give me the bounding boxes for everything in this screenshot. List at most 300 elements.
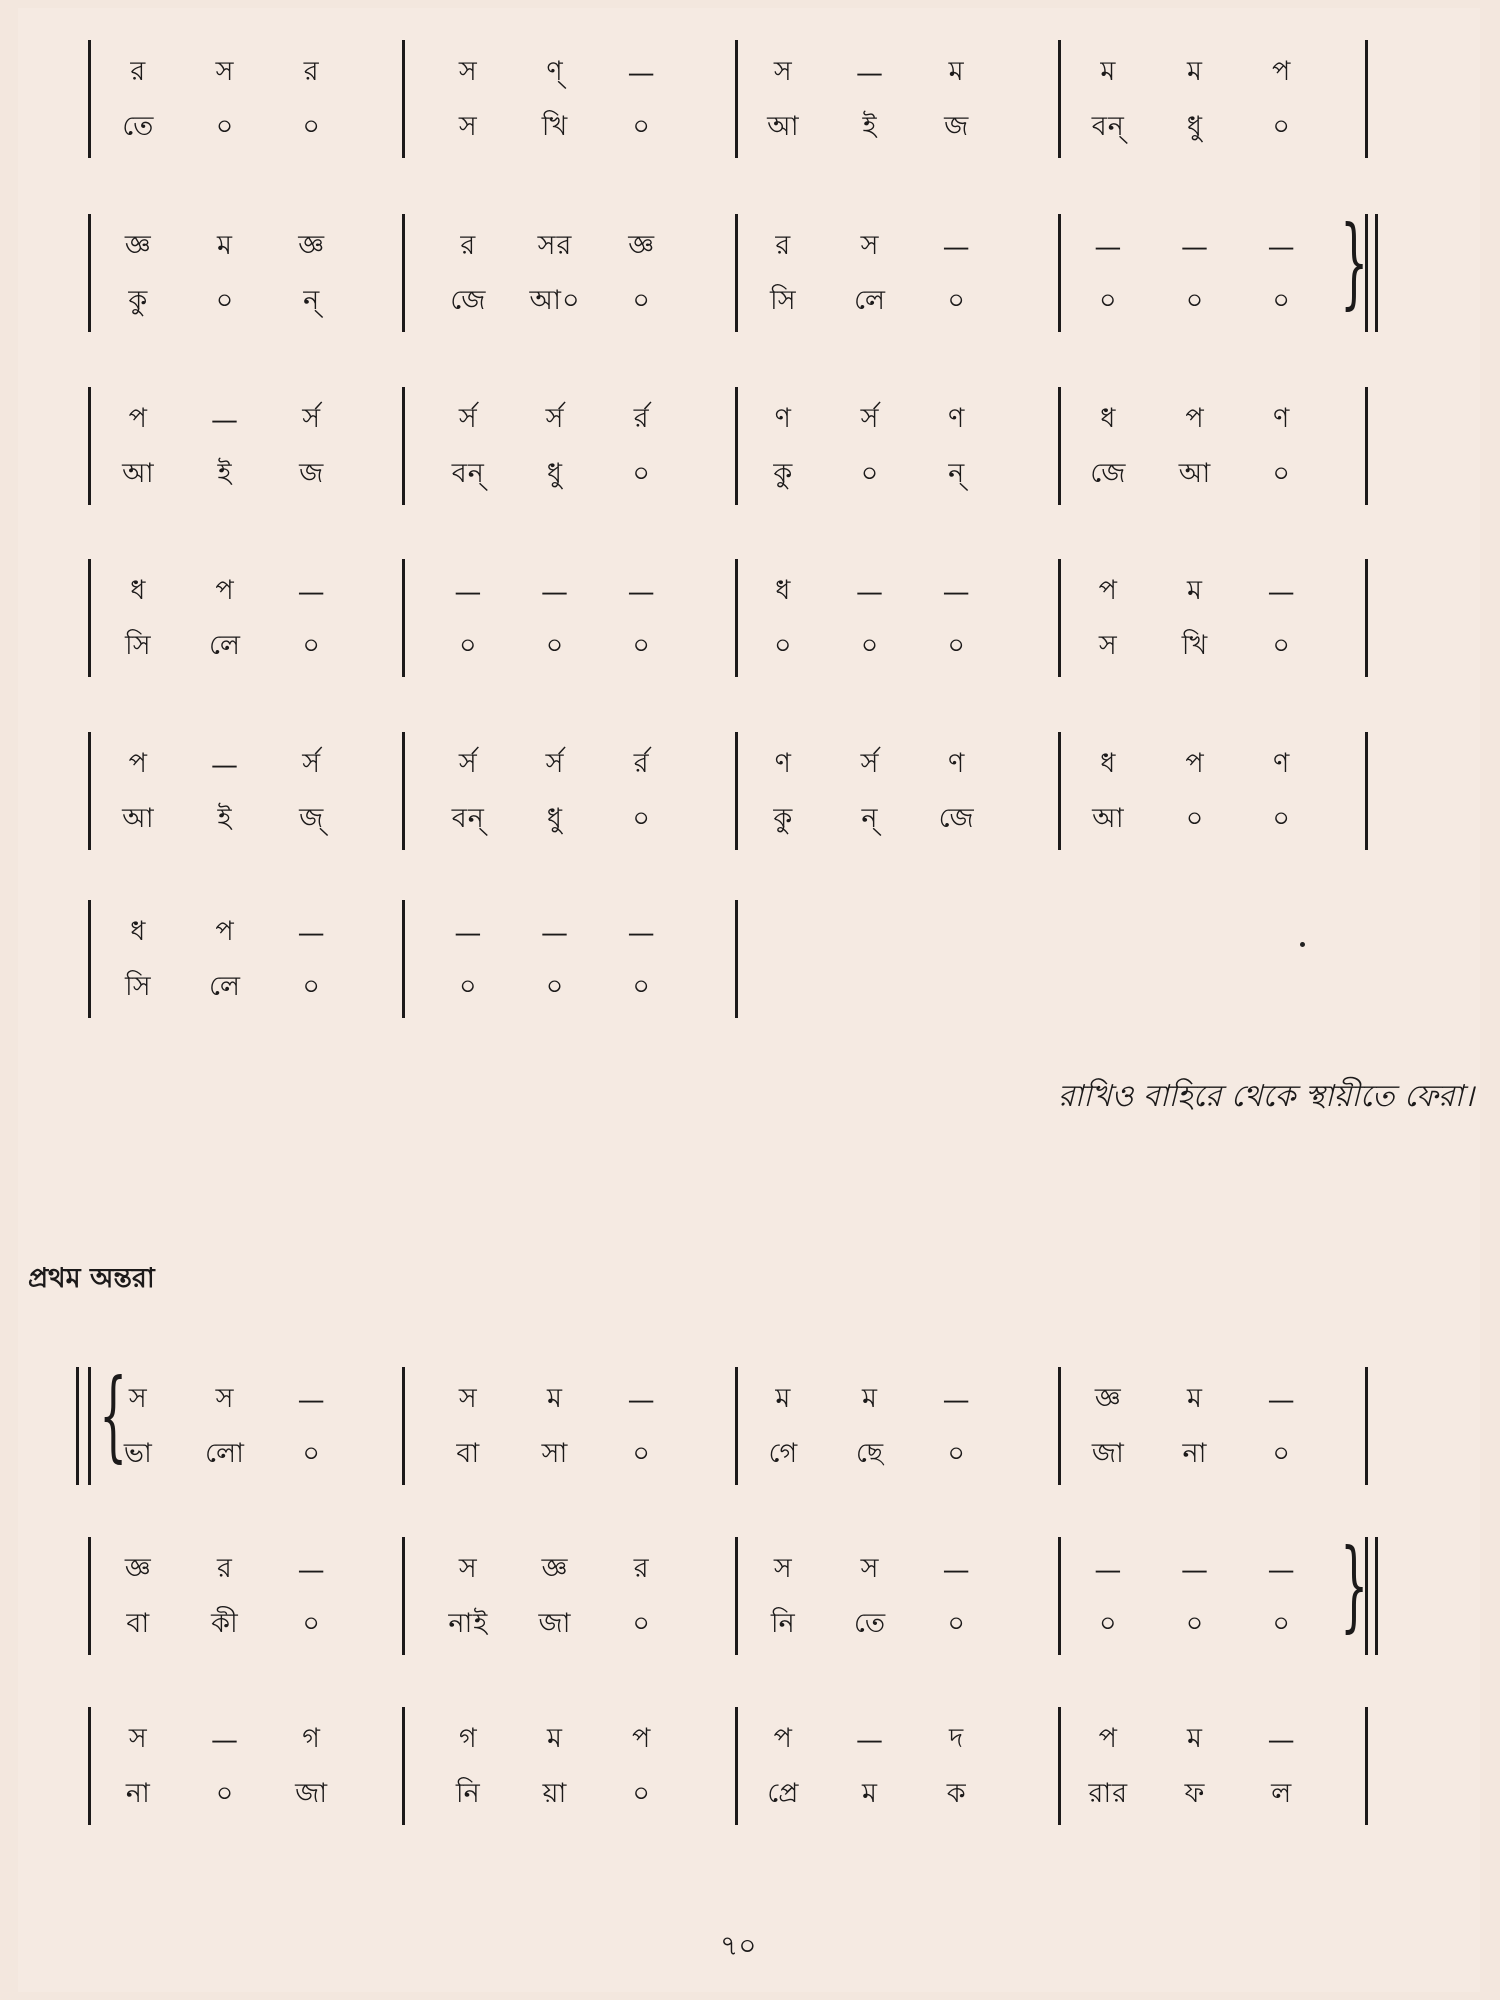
measure [1065,1545,1325,1655]
notation-system [0,740,1500,860]
lyric-syllable: সা [541,1437,569,1469]
bar-line [402,1537,405,1655]
swara-row [95,740,355,790]
swara-note: প [215,915,235,947]
swara-note: ধ [1100,747,1117,779]
lyric-syllable: ০ [774,629,793,661]
measure [95,567,355,677]
swara-note: র্স [458,402,478,434]
bar-line [1058,214,1061,332]
lyric-row [425,103,685,153]
swara-note: — [454,576,483,608]
bar-line [88,387,91,505]
swara-row [95,222,355,272]
measure [740,1545,1000,1655]
lyric-row [95,103,355,153]
lyric-syllable: ০ [947,1607,966,1639]
swara-note: জ্ঞ [628,229,656,261]
swara-note: র [460,229,477,261]
lyric-syllable: য়া [542,1777,568,1809]
measure [425,740,685,850]
measure [425,1375,685,1485]
lyric-syllable: ০ [632,802,651,834]
section-title: প্রথম অন্তরা [28,1263,155,1294]
swara-note: গ [302,1722,321,1754]
swara-row [95,395,355,445]
swara-note: ম [775,1382,792,1414]
measure [740,567,1000,677]
swara-note: — [855,1724,884,1756]
lyric-syllable: ০ [1185,802,1205,834]
swara-note: — [210,404,239,436]
swara-note: — [210,1724,239,1756]
lyric-syllable: ০ [215,284,235,316]
lyric-syllable: নি [455,1777,481,1809]
lyric-syllable: না [1182,1437,1208,1469]
swara-note: র [775,229,792,261]
lyric-syllable: ন্ [948,457,966,489]
notation-system [0,567,1500,687]
swara-note: — [627,57,656,89]
swara-row [1065,740,1325,790]
swara-note: — [297,576,326,608]
lyric-syllable: ছে [855,1437,885,1469]
lyric-syllable: জে [938,802,975,834]
swara-note: প [1098,1722,1118,1754]
notation-system [0,1359,1500,1495]
measure [740,48,1000,158]
lyric-syllable: ০ [302,110,321,142]
swara-note: স [773,1552,793,1584]
swara-note: — [1180,231,1209,263]
swara-note: প [631,1722,652,1754]
swara-note: র্স [458,747,478,779]
lyric-row [1065,1430,1325,1480]
swara-note: র্স [860,747,880,779]
lyric-syllable: ন্ [303,284,321,316]
bar-line [88,1707,91,1825]
swara-note: — [1094,231,1123,263]
swara-note: স [860,229,880,261]
bar-line [1365,1367,1368,1485]
swara-note: — [210,749,239,781]
lyric-row [425,622,685,672]
swara-note: ধ [130,915,147,947]
lyric-row [425,1430,685,1480]
lyric-syllable: জে [450,284,487,316]
measure [95,1715,355,1825]
swara-note: প [1098,574,1118,606]
swara-row [1065,567,1325,617]
lyric-syllable: জে [1090,457,1127,489]
swara-note: — [627,1384,656,1416]
lyric-row [95,1770,355,1820]
swara-note: ম [861,1382,878,1414]
lyric-row [740,103,1000,153]
swara-row [425,908,685,958]
swara-row [740,395,1000,445]
lyric-syllable: সি [125,970,152,1002]
bar-line [88,732,91,850]
swara-note: — [942,1554,971,1586]
swara-note: র্স [545,402,565,434]
lyric-row [95,277,355,327]
lyric-syllable: বা [126,1607,151,1639]
lyric-syllable: ০ [632,284,651,316]
lyric-syllable: গে [768,1437,799,1469]
swara-note: গ [458,1722,478,1754]
bar-line [1365,559,1368,677]
swara-note: প [1271,55,1292,87]
stray-dot [1300,942,1305,947]
lyric-row [95,795,355,845]
swara-row [425,740,685,790]
measure [1065,1375,1325,1485]
lyric-row [1065,450,1325,500]
swara-note: — [297,1384,326,1416]
page-number: ৭০ [720,1929,757,1962]
notation-system [0,908,1500,1028]
lyric-syllable: স [458,110,478,142]
lyric-syllable: ০ [1099,284,1118,316]
lyric-syllable: ০ [1272,110,1291,142]
swara-row [740,222,1000,272]
lyric-syllable: ০ [1272,1437,1291,1469]
swara-row [1065,222,1325,272]
lyric-syllable: ০ [1185,284,1205,316]
lyric-row [425,1600,685,1650]
lyric-syllable: কু [773,457,794,489]
swara-note: স [215,1382,235,1414]
lyric-syllable: ০ [1272,457,1291,489]
lyric-row [1065,103,1325,153]
swara-row [740,1375,1000,1425]
bar-line [1375,214,1378,332]
lyric-syllable: প্রে [767,1777,800,1809]
lyric-syllable: কী [211,1607,239,1639]
measure [740,395,1000,505]
swara-row [425,1715,685,1765]
swara-note: র্র [633,402,650,434]
lyric-syllable: ০ [545,970,565,1002]
swara-note: — [1267,1384,1296,1416]
swara-row [1065,1375,1325,1425]
measure [95,740,355,850]
swara-note: র্স [860,402,880,434]
swara-note: স [128,1382,148,1414]
swara-note: — [1094,1554,1123,1586]
lyric-syllable: কু [773,802,794,834]
swara-note: — [942,1384,971,1416]
swara-row [740,567,1000,617]
bar-line [1058,1367,1061,1485]
swara-note: র্র [633,747,650,779]
lyric-syllable: ক [946,1777,967,1809]
swara-row [425,1545,685,1595]
lyric-syllable: আ [1092,802,1125,834]
bar-line [735,40,738,158]
lyric-row [95,1600,355,1650]
lyric-row [740,277,1000,327]
swara-note: র [633,1552,650,1584]
lyric-row [425,795,685,845]
lyric-syllable: ০ [215,1777,235,1809]
lyric-syllable: ০ [860,629,880,661]
swara-note: প [773,1722,793,1754]
lyric-syllable: ০ [1272,1607,1291,1639]
lyric-syllable: ০ [860,457,880,489]
swara-note: ম [1186,1382,1203,1414]
swara-note: র্স [302,747,322,779]
lyric-syllable: বন্ [451,802,485,834]
measure [1065,395,1325,505]
lyric-syllable: সি [125,629,152,661]
lyric-syllable: ধু [546,457,564,489]
swara-note: র্স [545,747,565,779]
swara-note: — [942,576,971,608]
swara-note: ণ [947,402,966,434]
repeat-brace-close: } [1340,1529,1369,1643]
lyric-syllable: লে [208,629,242,661]
measure [95,1545,355,1655]
lyric-syllable: নাই [448,1607,489,1639]
bar-line [735,559,738,677]
lyric-syllable: খি [1181,629,1209,661]
swara-row [740,740,1000,790]
bar-line [735,214,738,332]
lyric-row [1065,1600,1325,1650]
lyric-row [740,1430,1000,1480]
lyric-row [1065,277,1325,327]
measure [740,740,1000,850]
lyric-syllable: লো [205,1437,245,1469]
lyric-row [740,1600,1000,1650]
lyric-syllable: আ [767,110,800,142]
swara-note: — [1267,1554,1296,1586]
lyric-syllable: লে [853,284,887,316]
swara-note: ণ [774,402,792,434]
bar-line [735,900,738,1018]
swara-note: সর [537,229,573,261]
bar-line [1365,732,1368,850]
lyric-syllable: কু [128,284,149,316]
swara-note: জ্ঞ [124,229,152,261]
lyric-row [95,622,355,672]
lyric-syllable: ০ [459,629,478,661]
lyric-syllable: জা [1091,1437,1125,1469]
measure [425,908,685,1018]
bar-line [402,1367,405,1485]
lyric-syllable: ০ [947,284,966,316]
swara-note: স [773,55,793,87]
swara-row [425,567,685,617]
swara-note: ম [1186,1722,1203,1754]
lyric-syllable: ০ [632,970,651,1002]
swara-row [95,567,355,617]
swara-note: স [458,1382,478,1414]
lyric-syllable: লে [208,970,242,1002]
swara-note: ম [1186,574,1203,606]
swara-note: স [128,1722,148,1754]
lyric-syllable: জা [295,1777,329,1809]
swara-note: প [128,747,148,779]
bar-line [88,40,91,158]
bar-line [1058,40,1061,158]
bar-line [402,1707,405,1825]
notation-system [0,48,1500,168]
swara-note: স [458,55,478,87]
lyric-syllable: স [1098,629,1118,661]
swara-note: জ্ঞ [124,1552,152,1584]
measure [425,567,685,677]
swara-note: প [215,574,235,606]
measure [1065,48,1325,158]
lyric-row [425,450,685,500]
lyric-syllable: বন্ [1091,110,1125,142]
lyric-syllable: ০ [545,629,565,661]
swara-row [95,1715,355,1765]
lyric-syllable: তে [122,110,155,142]
notation-system [0,1529,1500,1665]
lyric-syllable: ই [217,457,233,489]
measure [425,395,685,505]
swara-note: ণ [774,747,792,779]
swara-note: — [855,57,884,89]
lyric-syllable: খি [541,110,569,142]
measure [425,48,685,158]
swara-note: ধ [1100,402,1117,434]
return-instruction: রাখিও বাহিরে থেকে স্থায়ীতে ফেরা। [1057,1079,1474,1114]
lyric-syllable: ০ [302,629,321,661]
measure [740,1715,1000,1825]
bar-line [1365,1707,1368,1825]
bar-line [88,1537,91,1655]
swara-note: প [1185,747,1205,779]
notation-system [0,1715,1500,1835]
bar-line [402,387,405,505]
swara-note: — [1267,231,1296,263]
swara-note: জ্ঞ [298,229,326,261]
lyric-syllable: ই [862,110,878,142]
lyric-syllable: ভা [123,1437,153,1469]
bar-line [735,1367,738,1485]
lyric-row [425,1770,685,1820]
lyric-syllable: ০ [1099,1607,1118,1639]
swara-note: র [217,1552,233,1584]
swara-note: — [627,576,656,608]
lyric-row [425,277,685,327]
lyric-row [95,963,355,1013]
lyric-syllable: ০ [302,1607,321,1639]
swara-note: ম [1100,55,1117,87]
swara-note: ম [1186,55,1203,87]
lyric-row [740,1770,1000,1820]
bar-line [1375,1537,1378,1655]
swara-note: ম [216,229,233,261]
lyric-syllable: জ [299,457,325,489]
measure [95,48,355,158]
lyric-syllable: ০ [947,629,966,661]
bar-line [402,214,405,332]
lyric-syllable: নি [770,1607,796,1639]
bar-line [76,1367,79,1485]
bar-line [88,214,91,332]
lyric-row [1065,622,1325,672]
swara-note: ণ [1272,747,1291,779]
swara-note: র [130,55,147,87]
swara-note: — [454,917,483,949]
lyric-syllable: ধু [546,802,564,834]
swara-row [1065,1545,1325,1595]
lyric-syllable: ০ [302,970,321,1002]
bar-line [1058,732,1061,850]
swara-note: ণ [947,747,966,779]
lyric-syllable: ম [861,1777,878,1809]
lyric-syllable: ০ [947,1437,966,1469]
bar-line [88,1367,91,1485]
swara-row [740,1545,1000,1595]
lyric-syllable: ০ [632,457,651,489]
bar-line [1058,1537,1061,1655]
bar-line [735,387,738,505]
measure [740,1375,1000,1485]
bar-line [402,732,405,850]
bar-line [402,900,405,1018]
swara-note: — [540,917,569,949]
bar-line [88,900,91,1018]
lyric-syllable: ০ [459,970,478,1002]
swara-note: স [860,1552,880,1584]
swara-note: প [1185,402,1205,434]
swara-note: স [458,1552,478,1584]
swara-note: ম [546,1722,563,1754]
swara-note: — [942,231,971,263]
swara-note: ধ [775,574,792,606]
swara-row [425,1375,685,1425]
lyric-row [740,450,1000,500]
lyric-syllable: আ [1178,457,1212,489]
swara-note: স [215,55,235,87]
swara-note: — [297,1554,326,1586]
lyric-syllable: বা [456,1437,481,1469]
lyric-syllable: বন্ [451,457,485,489]
lyric-syllable: আ [122,802,155,834]
measure [1065,222,1325,332]
measure [1065,740,1325,850]
measure [95,222,355,332]
lyric-row [740,795,1000,845]
lyric-row [95,450,355,500]
lyric-row [95,1430,355,1480]
lyric-syllable: ০ [1272,802,1291,834]
repeat-brace-close: } [1340,206,1369,320]
swara-note: — [1267,576,1296,608]
swara-note: ম [948,55,965,87]
bar-line [88,559,91,677]
lyric-syllable: ০ [632,1607,651,1639]
swara-note: — [540,576,569,608]
lyric-syllable: ০ [1272,629,1291,661]
swara-note: জ্ঞ [541,1552,569,1584]
swara-note: দ [949,1722,965,1754]
swara-note: — [627,917,656,949]
lyric-row [1065,1770,1325,1820]
lyric-syllable: জা [538,1607,572,1639]
lyric-syllable: জ [944,110,970,142]
lyric-syllable: ০ [632,1777,651,1809]
swara-row [1065,1715,1325,1765]
lyric-row [425,963,685,1013]
